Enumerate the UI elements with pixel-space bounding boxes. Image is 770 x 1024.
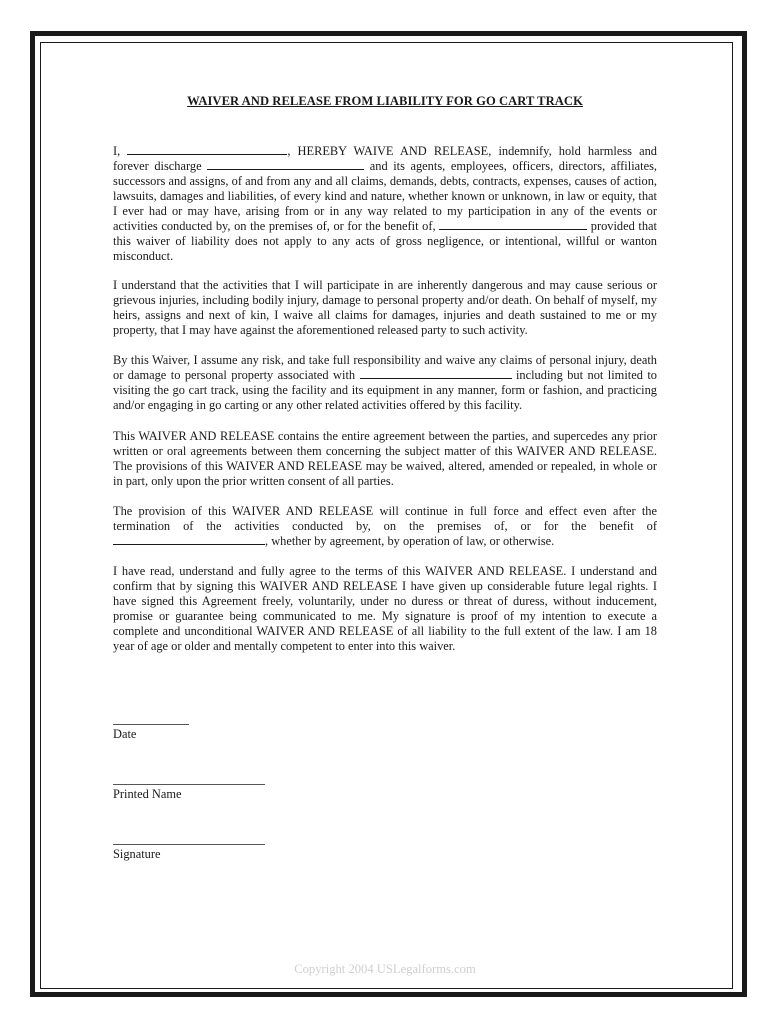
associated-party-blank[interactable] <box>360 368 512 379</box>
date-line[interactable] <box>113 724 189 725</box>
paragraph-acknowledgement: I have read, understand and fully agree to the terms of this WAIVER AND RELEASE. I understand and confirm that by signing this WAIVER AND RELEASE I have given up considerable future legal rights. I have signed this Agreement freely, voluntarily, under no duress or threat of duress, without inducement, promise or guarantee being communicated to me. My signature is proof of my intention to execute a complete and unconditional WAIVER AND RELEASE of all liability to the full extent of the law. I am 18 year of age or older and mentally competent to enter into this waiver. <box>113 564 657 653</box>
paragraph-entire-agreement: This WAIVER AND RELEASE contains the entire agreement between the parties, and supercedes any prior written or oral agreements between them concerning the subject matter of this WAIVER AND RELEASE. The provisions of this WAIVER AND RELEASE may be waived, altered, amended or repealed, in whole or in part, only upon the prior written consent of all parties. <box>113 429 657 488</box>
paragraph-continuation <box>113 504 657 549</box>
copyright-notice: Copyright 2004 USLegalforms.com <box>294 962 476 976</box>
paragraph-risk-understanding: I understand that the activities that I will participate in are inherently dangerous and may cause serious or grievous injuries, including bodily injury, damage to personal property and/or death. On behalf of myself, my heirs, assigns and next of kin, I waive all claims for damages, injuries and death sustained to me or my property, that I may have against the aforementioned released party to such activity. <box>113 278 657 337</box>
paragraph-continuation-text-2: , whether by agreement, by operation of law, or otherwise. <box>265 534 555 548</box>
paragraph-release <box>113 144 657 264</box>
document-title: WAIVER AND RELEASE FROM LIABILITY FOR GO CART TRACK <box>187 94 583 108</box>
signature-label: Signature <box>113 847 161 861</box>
printed-name-line[interactable] <box>113 784 265 785</box>
paragraph-assume-risk-text-2: including but not limited to visiting the go cart track, using the facility and its equipment in any manner, form or fashion, and practicing and/or engaging in go carting or any other related activities offered by this facility. <box>113 368 657 412</box>
released-party-blank[interactable] <box>207 159 364 170</box>
continuation-party-blank[interactable] <box>113 534 265 545</box>
paragraph-assume-risk <box>113 353 657 413</box>
paragraph-release-text-2: , HEREBY WAIVE AND RELEASE, indemnify, hold harmless and forever discharge <box>113 144 657 173</box>
paragraph-release-text-3: and its agents, employees, officers, directors, affiliates, successors and assigns, of and from any and all claims, demands, debts, contracts, expenses, causes of action, lawsuits, damages and liabilities, of every kind and nature, whether known or unknown, in law or equity, that I ever had or may have, arising from or in any way related to my participation in any of the events or activities conducted by, on the premises of, or for the benefit of, <box>113 159 657 233</box>
paragraph-assume-risk-text-1: By this Waiver, I assume any risk, and take full responsibility and waive any claims of personal injury, death or damage to personal property associated with <box>113 353 657 382</box>
participant-name-blank[interactable] <box>127 144 287 155</box>
signature-line[interactable] <box>113 844 265 845</box>
paragraph-continuation-text-1: The provision of this WAIVER AND RELEASE will continue in full force and effect even after the termination of the activities conducted by, on the premises of, or for the benefit of <box>113 504 657 533</box>
paragraph-release-text-1: I, <box>113 144 128 158</box>
beneficiary-blank[interactable] <box>439 219 587 230</box>
paragraph-release-text-4: provided that this waiver of liability does not apply to any acts of gross negligence, or intentional, willful or wanton misconduct. <box>113 219 657 263</box>
printed-name-label: Printed Name <box>113 787 182 801</box>
date-label: Date <box>113 727 137 741</box>
